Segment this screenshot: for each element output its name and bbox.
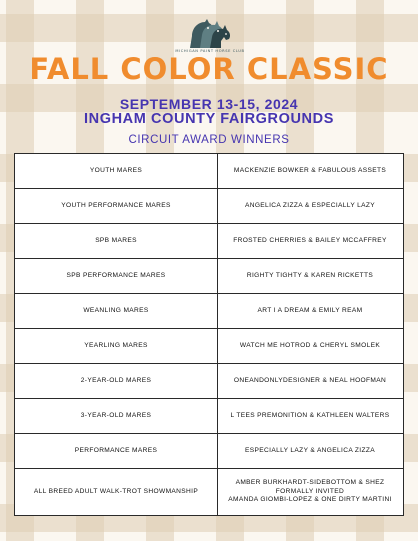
table-row <box>15 224 403 258</box>
table-row <box>15 469 403 515</box>
class-name-cell: 2-YEAR-OLD MARES <box>15 364 218 398</box>
winner-cell: ESPECIALLY LAZY & ANGELICA ZIZZA <box>245 446 375 454</box>
table-row <box>15 434 403 468</box>
class-name-cell: 3-YEAR-OLD MARES <box>15 399 218 433</box>
winner-cell: FROSTED CHERRIES & BAILEY MCCAFFREY <box>233 236 387 244</box>
awards-table <box>14 153 404 516</box>
section-subtitle: CIRCUIT AWARD WINNERS <box>128 134 290 146</box>
event-dates: SEPTEMBER 13-15, 2024 <box>119 96 299 112</box>
winner-cell: AMBER BURKHARDT-SIDEBOTTOM & SHEZ FORMALLY INVITED AMANDA GIOMBI-LOPEZ & ONE DIRTY MARTINI <box>228 478 392 504</box>
winner-cell: L TEES PREMONITION & KATHLEEN WALTERS <box>230 411 390 419</box>
table-row <box>15 259 403 293</box>
class-name-cell: SPB MARES <box>15 224 218 258</box>
event-venue: INGHAM COUNTY FAIRGROUNDS <box>84 111 334 127</box>
winner-cell: ART I A DREAM & EMILY REAM <box>257 306 363 314</box>
table-row <box>15 329 403 363</box>
class-name-cell: YOUTH PERFORMANCE MARES <box>15 189 218 223</box>
event-title: FALL COLOR CLASSIC <box>29 52 389 86</box>
winner-cell: RIGHTY TIGHTY & KAREN RICKETTS <box>246 271 374 279</box>
winner-cell: ANGELICA ZIZZA & ESPECIALLY LAZY <box>244 201 376 209</box>
class-name-cell: YOUTH MARES <box>15 154 218 188</box>
table-row <box>15 364 403 398</box>
class-name-cell: SPB PERFORMANCE MARES <box>15 259 218 293</box>
winner-cell: MACKENZIE BOWKER & FABULOUS ASSETS <box>233 166 387 174</box>
table-row <box>15 189 403 223</box>
table-row <box>15 399 403 433</box>
winner-cell: ONEANDONLYDESIGNER & NEAL HOOFMAN <box>233 376 387 384</box>
class-name-cell: YEARLING MARES <box>15 329 218 363</box>
table-row <box>15 294 403 328</box>
horse-heads-logo-icon <box>186 18 234 48</box>
winner-cell: WATCH ME HOTROD & CHERYL SMOLEK <box>239 341 381 349</box>
club-name: MICHIGAN PAINT HORSE CLUB <box>175 49 245 53</box>
table-row <box>15 154 403 188</box>
class-name-cell: ALL BREED ADULT WALK-TROT SHOWMANSHIP <box>15 469 218 515</box>
class-name-cell: PERFORMANCE MARES <box>15 434 218 468</box>
class-name-cell: WEANLING MARES <box>15 294 218 328</box>
